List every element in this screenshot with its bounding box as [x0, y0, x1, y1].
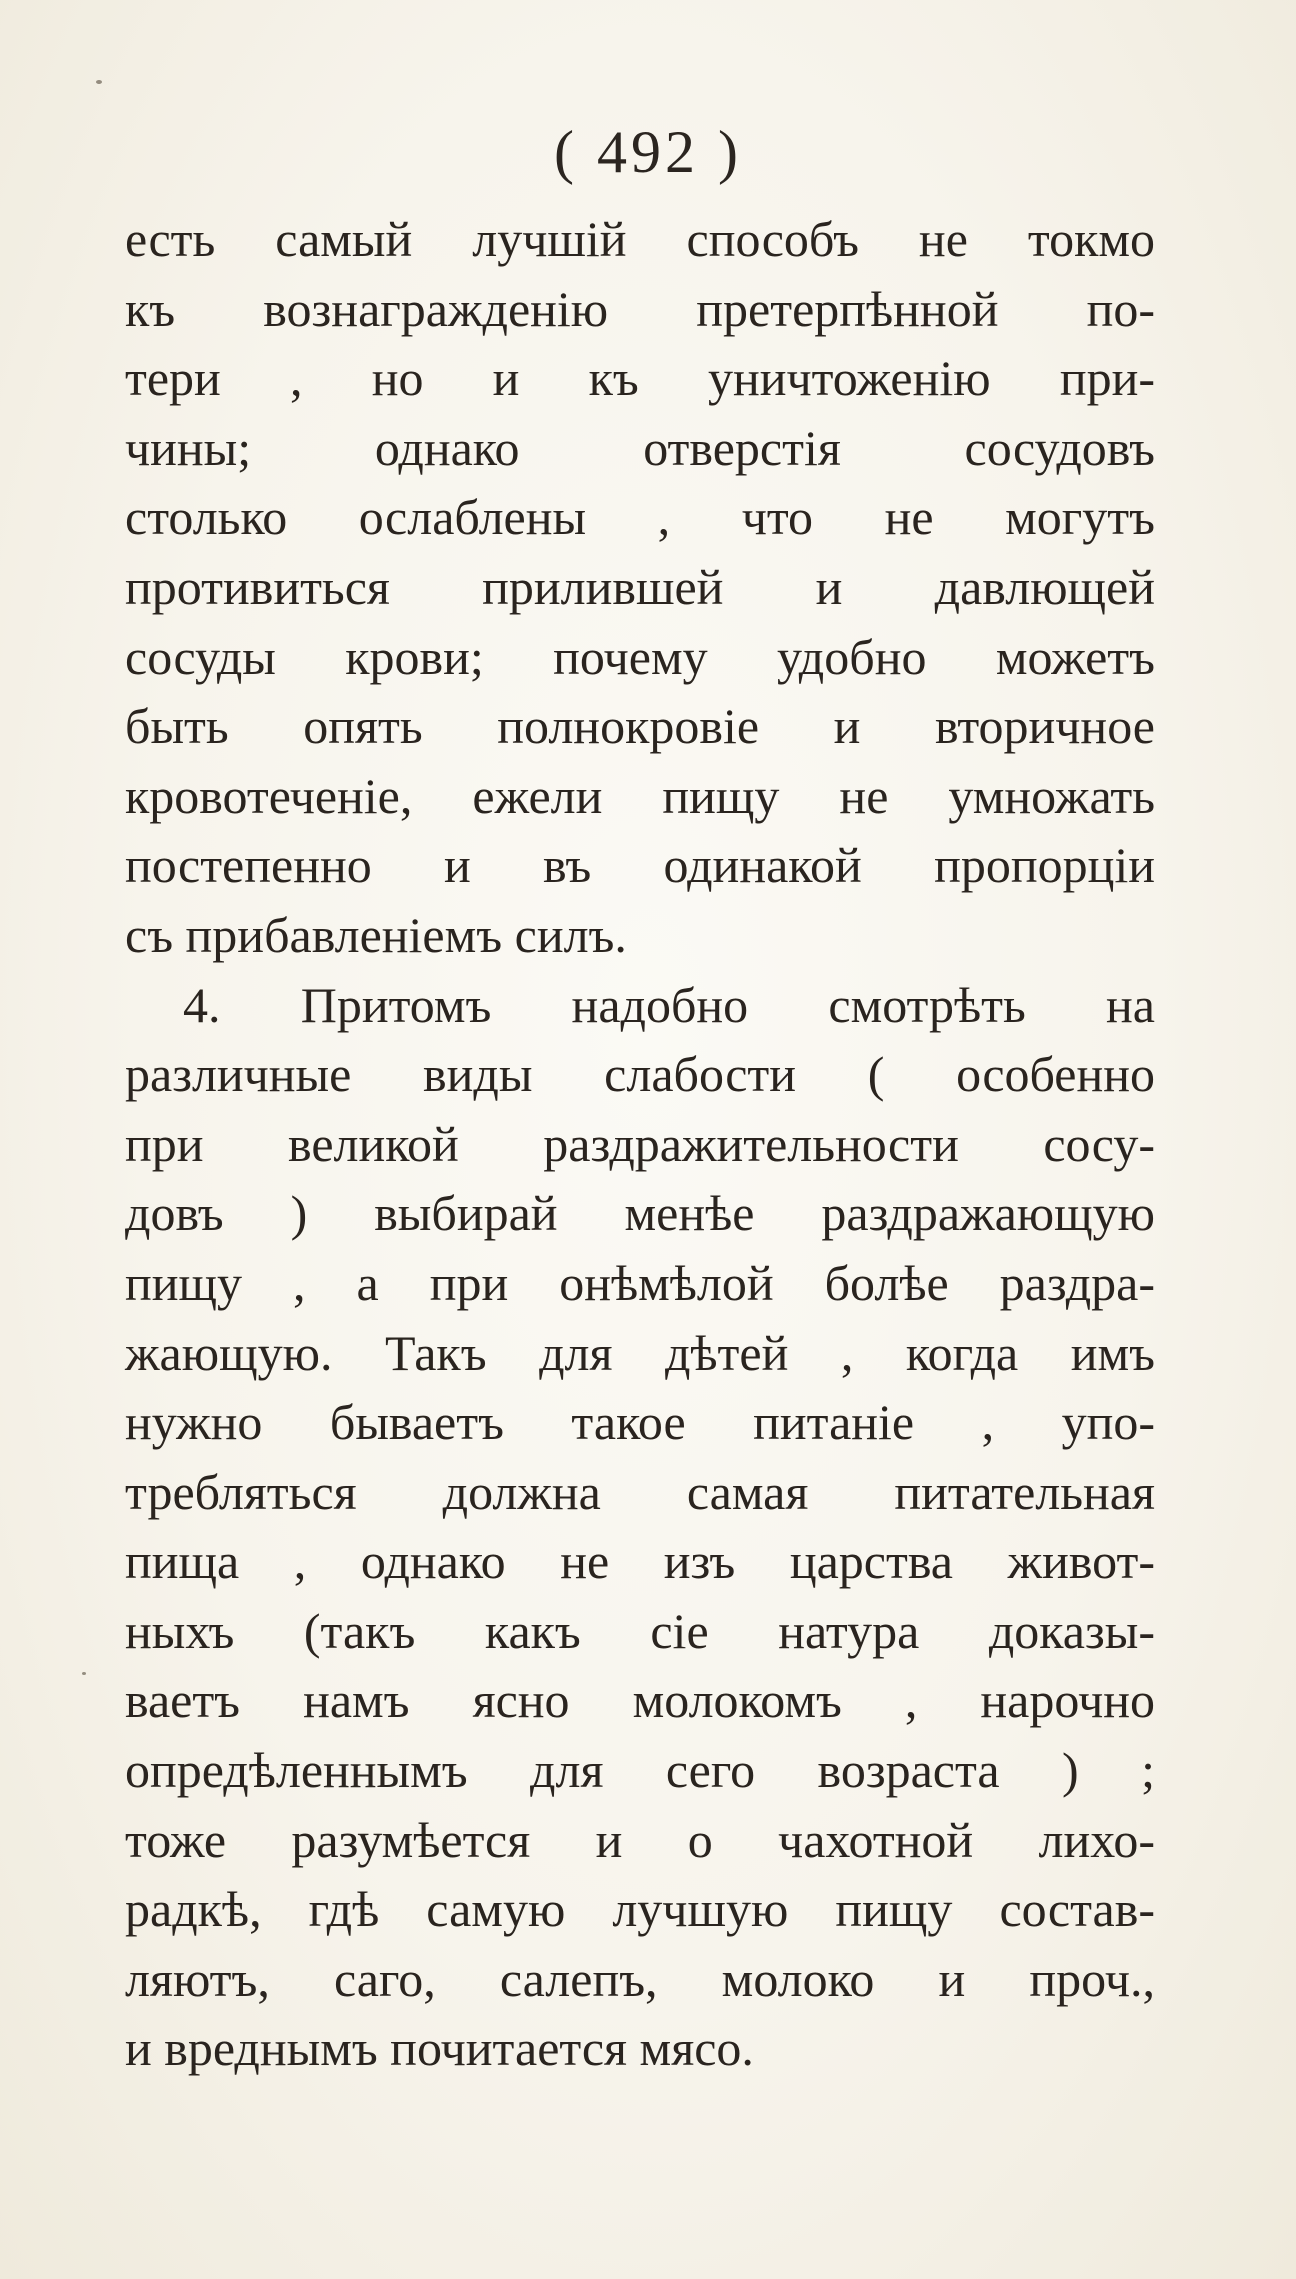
text-line: быть опять полнокровіе и вторичное	[125, 698, 1155, 755]
text-line: чины; однако отверстія сосудовъ	[125, 419, 1155, 476]
text-line: и вреднымъ почитается мясо.	[125, 2020, 754, 2077]
text-line: различные виды слабости ( особенно	[125, 1046, 1155, 1103]
text-line: противиться прилившей и давлющей	[125, 558, 1155, 615]
text-line: опредѣленнымъ для сего возраста ) ;	[125, 1742, 1155, 1799]
ink-speck	[96, 80, 102, 84]
text-line: сосуды крови; почему удобно можетъ	[125, 628, 1155, 685]
paragraph-start-line: 4. Притомъ надобно смотрѣть на	[183, 976, 1155, 1033]
text-line: пища , однако не изъ царства живот-	[125, 1533, 1155, 1590]
text-line: съ прибавленіемъ силъ.	[125, 906, 627, 963]
text-line: пищу , а при онѣмѣлой болѣе раздра-	[125, 1254, 1155, 1311]
text-line: есть самый лучшій способъ не токмо	[125, 211, 1155, 267]
ink-speck	[82, 1672, 86, 1675]
text-line: кровотеченіе, ежели пищу не умножать	[125, 767, 1155, 824]
text-line: тери , но и къ уничтоженію при-	[125, 350, 1155, 407]
text-line: ваетъ намъ ясно молокомъ , нарочно	[125, 1672, 1155, 1729]
text-line: къ вознагражденію претерпѣнной по-	[125, 280, 1155, 337]
text-line: ныхъ (такъ какъ сіе натура доказы-	[125, 1602, 1155, 1659]
text-line: ляютъ, саго, салепъ, молоко и проч.,	[125, 1950, 1155, 2007]
text-line: довъ ) выбирай менѣе раздражающую	[125, 1185, 1155, 1242]
text-line: нужно бываетъ такое питаніе , упо-	[125, 1394, 1155, 1451]
text-line: жающую. Такъ для дѣтей , когда имъ	[125, 1324, 1155, 1381]
text-line: постепенно и въ одинакой пропорціи	[125, 837, 1155, 894]
page-number: ( 492 )	[554, 119, 742, 185]
text-line: требляться должна самая питательная	[125, 1463, 1155, 1520]
text-line: при великой раздражительности сосу-	[125, 1115, 1155, 1172]
body-text	[125, 205, 1155, 2084]
text-line: тоже разумѣется и о чахотной лихо-	[125, 1811, 1155, 1868]
text-line: столько ослаблены , что не могутъ	[125, 489, 1155, 546]
text-line: радкѣ, гдѣ самую лучшую пищу состав-	[125, 1881, 1155, 1938]
